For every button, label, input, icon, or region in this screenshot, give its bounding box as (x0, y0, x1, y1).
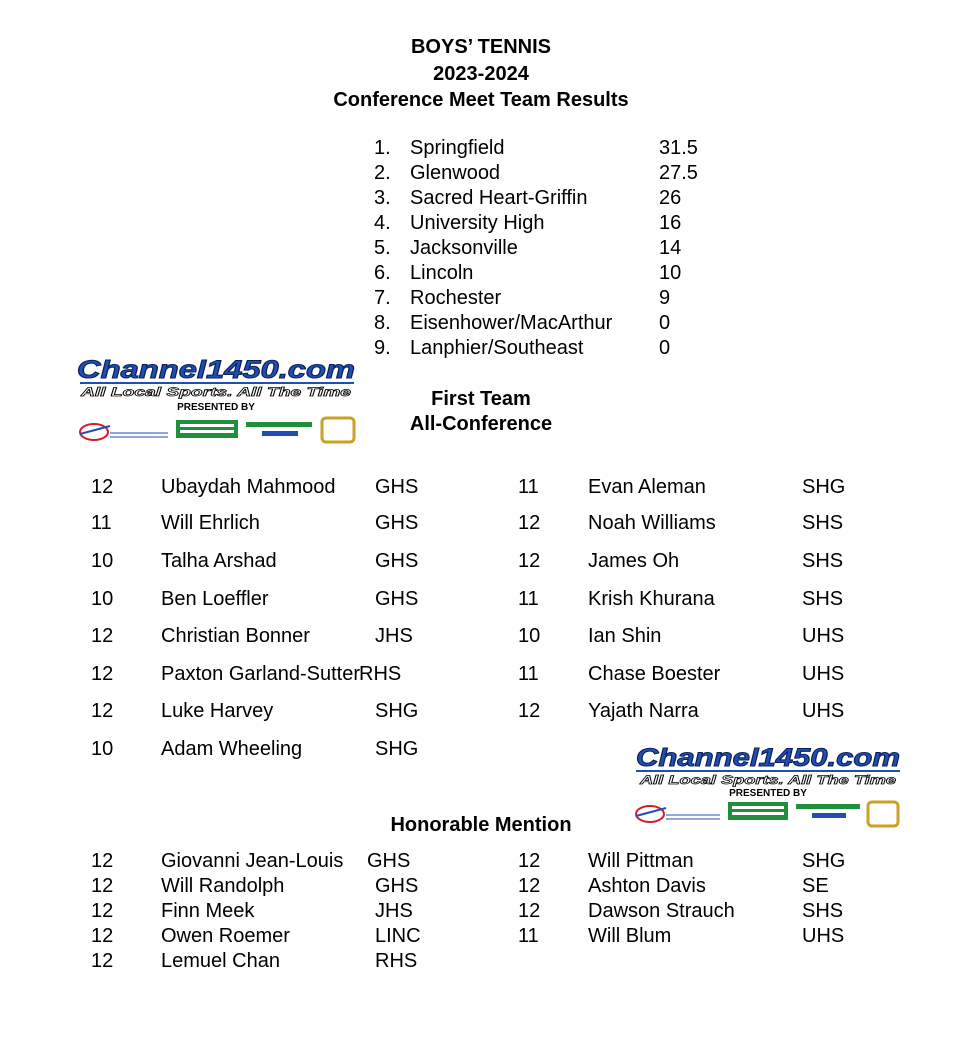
brand-text: Channel1450.com (77, 356, 355, 384)
brand-text: Channel1450.com (636, 744, 900, 772)
player-school: JHS (375, 625, 413, 647)
player-grade: 12 (91, 700, 114, 722)
player-name: Christian Bonner (161, 625, 310, 647)
standing-points: 26 (659, 187, 682, 209)
player-school: UHS (802, 625, 845, 647)
player-name: James Oh (588, 550, 680, 572)
player-name: Luke Harvey (161, 700, 274, 722)
player-name: Owen Roemer (161, 925, 290, 947)
standing-team: Springfield (410, 137, 505, 159)
player-school: SE (802, 875, 829, 897)
player-grade: 12 (91, 950, 114, 972)
page-title: BOYS’ TENNIS (410, 36, 552, 58)
player-name: Ben Loeffler (161, 588, 269, 610)
player-grade: 12 (91, 663, 114, 685)
presented-by-text: PRESENTED BY (729, 788, 807, 799)
player-grade: 11 (518, 663, 539, 685)
standing-points: 14 (659, 237, 682, 259)
tagline-text: All Local Sports. All The Time (638, 773, 897, 787)
player-grade: 12 (91, 850, 114, 872)
presented-by-text: PRESENTED BY (177, 402, 255, 413)
standing-points: 0 (659, 337, 671, 359)
player-grade: 11 (518, 588, 539, 610)
player-grade: 12 (518, 700, 541, 722)
player-school: SHG (802, 476, 846, 498)
standing-team: Jacksonville (410, 237, 518, 259)
player-name: Ubaydah Mahmood (161, 476, 336, 498)
player-school: UHS (802, 925, 845, 947)
standing-rank: 4. (374, 212, 391, 234)
tagline-text: All Local Sports. All The Time (79, 385, 352, 399)
standing-team: Eisenhower/MacArthur (410, 312, 613, 334)
standing-team: Glenwood (410, 162, 501, 184)
player-name: Will Pittman (588, 850, 694, 872)
standing-points: 9 (659, 287, 671, 309)
standing-points: 10 (659, 262, 682, 284)
player-grade: 12 (518, 875, 541, 897)
honorable-mention-heading: Honorable Mention (390, 814, 572, 836)
player-name: Chase Boester (588, 663, 721, 685)
player-name: Noah Williams (588, 512, 716, 534)
player-name: Will Ehrlich (161, 512, 260, 534)
player-name: Ashton Davis (588, 875, 706, 897)
standing-team: Lincoln (410, 262, 474, 284)
standing-points: 31.5 (659, 137, 698, 159)
player-name: Paxton Garland-Sutter (161, 663, 360, 685)
player-name: Dawson Strauch (588, 900, 735, 922)
player-grade: 11 (518, 476, 539, 498)
player-school: UHS (802, 700, 845, 722)
player-grade: 10 (91, 738, 114, 760)
player-school: RHS (375, 950, 418, 972)
standing-rank: 7. (374, 287, 391, 309)
all-conference-heading: All-Conference (409, 413, 553, 435)
first-team-heading: First Team (431, 388, 531, 410)
player-grade: 12 (91, 925, 114, 947)
standing-team: Sacred Heart-Griffin (410, 187, 588, 209)
player-school: SHG (802, 850, 846, 872)
player-name: Evan Aleman (588, 476, 706, 498)
standing-points: 0 (659, 312, 671, 334)
player-school: UHS (802, 663, 845, 685)
player-name: Krish Khurana (588, 588, 715, 610)
player-grade: 12 (91, 476, 114, 498)
season-label: 2023-2024 (433, 63, 529, 85)
player-school: SHS (802, 512, 844, 534)
player-grade: 12 (518, 850, 541, 872)
results-subtitle: Conference Meet Team Results (333, 89, 629, 111)
standing-team: Rochester (410, 287, 502, 309)
player-name: Will Blum (588, 925, 672, 947)
player-grade: 12 (518, 900, 541, 922)
player-name: Lemuel Chan (161, 950, 280, 972)
standing-rank: 3. (374, 187, 391, 209)
standing-team: University High (410, 212, 545, 234)
player-school: SHS (802, 588, 844, 610)
player-grade: 10 (518, 625, 541, 647)
player-school: GHS (375, 476, 419, 498)
standing-team: Lanphier/Southeast (410, 337, 584, 359)
standing-rank: 6. (374, 262, 391, 284)
standing-rank: 1. (374, 137, 391, 159)
player-school: SHS (802, 900, 844, 922)
player-grade: 11 (518, 925, 539, 947)
standing-rank: 8. (374, 312, 391, 334)
player-school: SHS (802, 550, 844, 572)
player-grade: 12 (91, 900, 114, 922)
player-name: Finn Meek (161, 900, 255, 922)
player-school: SHG (375, 738, 419, 760)
player-grade: 10 (91, 588, 114, 610)
standing-points: 16 (659, 212, 682, 234)
player-school: GHS (375, 588, 419, 610)
player-grade: 12 (518, 550, 541, 572)
player-name: Talha Arshad (161, 550, 277, 572)
player-school: GHS (367, 850, 411, 872)
player-grade: 11 (91, 512, 112, 534)
player-name: Ian Shin (588, 625, 662, 647)
player-school: GHS (375, 550, 419, 572)
player-school: RHS (359, 663, 402, 685)
standing-rank: 5. (374, 237, 391, 259)
player-school: LINC (375, 925, 421, 947)
player-grade: 12 (91, 625, 114, 647)
standing-rank: 9. (374, 337, 391, 359)
player-school: GHS (375, 875, 419, 897)
player-school: SHG (375, 700, 419, 722)
player-school: JHS (375, 900, 413, 922)
player-name: Will Randolph (161, 875, 285, 897)
player-name: Giovanni Jean-Louis (161, 850, 344, 872)
standing-points: 27.5 (659, 162, 698, 184)
player-name: Adam Wheeling (161, 738, 303, 760)
standing-rank: 2. (374, 162, 391, 184)
player-school: GHS (375, 512, 419, 534)
player-grade: 12 (518, 512, 541, 534)
player-grade: 12 (91, 875, 114, 897)
player-grade: 10 (91, 550, 114, 572)
player-name: Yajath Narra (588, 700, 699, 722)
